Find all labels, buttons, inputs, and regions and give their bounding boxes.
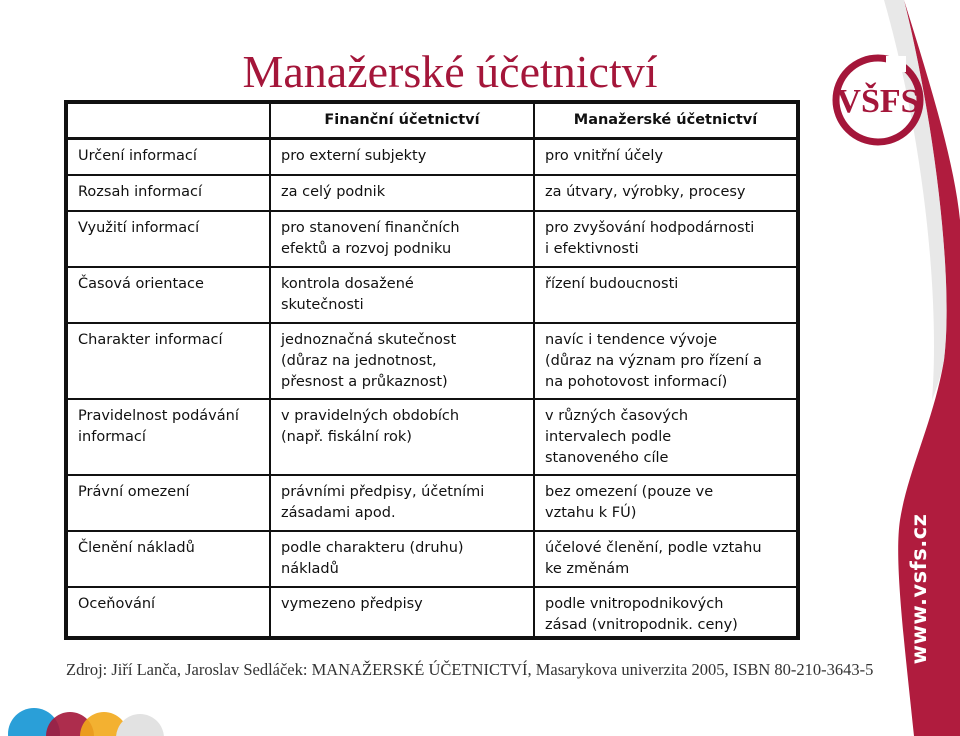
row-label: Časová orientace [68,268,271,322]
header-cell-managerial: Manažerské účetnictví [573,112,758,128]
row-label: Právní omezení [68,476,271,530]
row-label: Oceňování [68,588,271,636]
table-row [68,476,796,532]
managerial-cell: řízení budoucnosti [545,276,679,292]
table-row [68,532,796,588]
header-cell-empty [68,104,271,137]
financial-cell: podle charakteru (druhu) nákladů [271,532,535,586]
managerial-cell: v různých časových intervalech podle stanoveného cíle [545,408,689,466]
website-url-box [900,513,940,670]
table-row [68,400,796,476]
logo-lettering: VŠFS [836,83,920,120]
header-cell-financial: Finanční účetnictví [271,104,535,137]
managerial-cell: za útvary, výrobky, procesy [545,184,746,200]
table-row [68,268,796,324]
row-label: Charakter informací [68,324,271,398]
financial-cell: pro stanovení finančních efektů a rozvoj podniku [271,212,535,266]
financial-cell: pro externí subjekty [271,140,535,174]
table-row [68,176,796,212]
row-label: Členění nákladů [68,532,271,586]
financial-cell: vymezeno předpisy [271,588,535,636]
financial-cell: právními předpisy, účetními zásadami apod. [271,476,535,530]
website-url[interactable]: www.vsfs.cz [907,513,931,665]
managerial-cell: účelové členění, podle vztahu ke změnám [545,540,762,577]
vsfs-logo [830,52,926,148]
decorative-circles [0,700,180,736]
financial-cell: za celý podnik [271,176,535,210]
managerial-cell: navíc i tendence vývoje (důraz na význam pro řízení a na pohotovost informací) [545,332,762,390]
comparison-table [64,100,800,640]
row-label: Určení informací [68,140,271,174]
row-label: Rozsah informací [68,176,271,210]
financial-cell: kontrola dosažené skutečnosti [271,268,535,322]
table-header-row [68,104,796,140]
row-label: Využití informací [68,212,271,266]
financial-cell: jednoznačná skutečnost (důraz na jednotnost, přesnost a průkaznost) [271,324,535,398]
table-row [68,212,796,268]
source-citation: Zdroj: Jiří Lanča, Jaroslav Sedláček: MANAŽERSKÉ ÚČETNICTVÍ, Masarykova univerzita 2005, ISBN 80-210-3643-5 [66,660,874,679]
table-row [68,588,796,636]
table-row [68,140,796,176]
table-row [68,324,796,400]
managerial-cell: bez omezení (pouze ve vztahu k FÚ) [545,484,714,521]
managerial-cell: pro zvyšování hodpodárnosti i efektivnosti [545,220,755,257]
row-label: Pravidelnost podávání informací [68,400,271,474]
page-title: Manažerské účetnictví [242,46,658,97]
financial-cell: v pravidelných obdobích (např. fiskální rok) [271,400,535,474]
managerial-cell: podle vnitropodnikových zásad (vnitropodnik. ceny) [545,596,738,633]
managerial-cell: pro vnitřní účely [545,148,664,164]
